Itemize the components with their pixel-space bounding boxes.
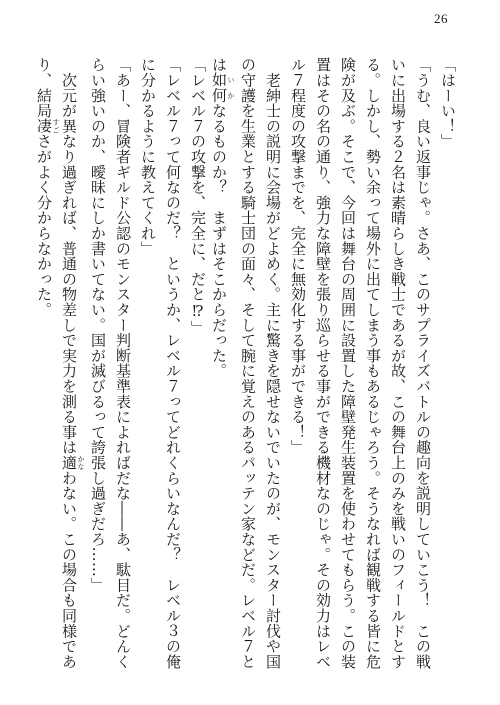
ruby-text: すご	[52, 118, 60, 134]
text-line: の守護を生業とする騎士団の面々、そして腕に覚えのあるパッテン家などだ。レベル７と	[239, 57, 257, 669]
text-line: いに出場する２名は素晴らしき戦士であるが故、この舞台上のみを戦いのフィールドとす	[389, 57, 407, 669]
text-line: らい強いのか、曖昧にしか書いてない。国が滅びるって誇張し過ぎだろ……」	[89, 57, 107, 593]
text-line: る。しかし、勢い余って場外に出てしまう事もあるじゃろう。そうなれば観戦する皆に危	[364, 57, 382, 669]
ruby-annotation	[35, 118, 60, 134]
text-line: 老紳士の説明に会場がどよめく。主に驚きを隠せないでいたのが、モンスター討伐や国	[264, 57, 282, 669]
text-line: 険が及ぶ。そこで、今回は舞台の周囲に設置した障壁発生装置を使わせてもらう。この装	[339, 57, 357, 669]
page-number: 26	[434, 11, 448, 26]
text-line: 「うむ、良い返事じゃ。さあ、このサプライズバトルの趣向を説明していこう！ この戦	[414, 57, 432, 669]
text-line: 「はーい！」	[439, 57, 457, 149]
text-line	[60, 57, 85, 679]
text-line: 「あー、冒険者ギルド公認のモンスター判断基準表によればだな――あ、駄目だ。どんく	[114, 57, 132, 669]
text-line	[210, 57, 235, 679]
text-line: に分かるように教えてくれ」	[139, 57, 157, 256]
text-segment: 次元が異なり過ぎれば、普通の物差しで実力を測る事は	[60, 57, 78, 455]
ruby-base: 凄	[35, 118, 53, 134]
ruby-annotation	[210, 72, 235, 103]
text-line: 「レベル７の攻撃を、完全に、だと⁉」	[189, 57, 207, 336]
ruby-base: 適	[60, 454, 78, 471]
ruby-annotation	[60, 454, 85, 471]
text-segment: なるものか？ まずはそこからだった。	[210, 102, 228, 379]
text-segment: わない。この場合も同様であ	[60, 470, 78, 670]
text-segment: さがよく分からなかった。	[35, 133, 53, 318]
text-line: 「レベル７って何なのだ？ というか、レベル７ってどれくらいなんだ？ レベル３の俺	[164, 57, 182, 669]
ruby-text: かな	[77, 454, 85, 471]
text-line: 置はその名の通り、強力な障壁を張り巡らせる事ができる機材なのじゃ。その効力はレベ	[314, 57, 332, 669]
text-line	[35, 57, 60, 679]
ruby-base: 如何	[210, 72, 228, 103]
text-line: ル７程度の攻撃までを、完全に無効化する事ができる！」	[289, 57, 307, 455]
text-segment: り、結局	[35, 57, 53, 119]
ruby-text: いか	[227, 72, 235, 103]
text-segment: は	[210, 57, 228, 73]
